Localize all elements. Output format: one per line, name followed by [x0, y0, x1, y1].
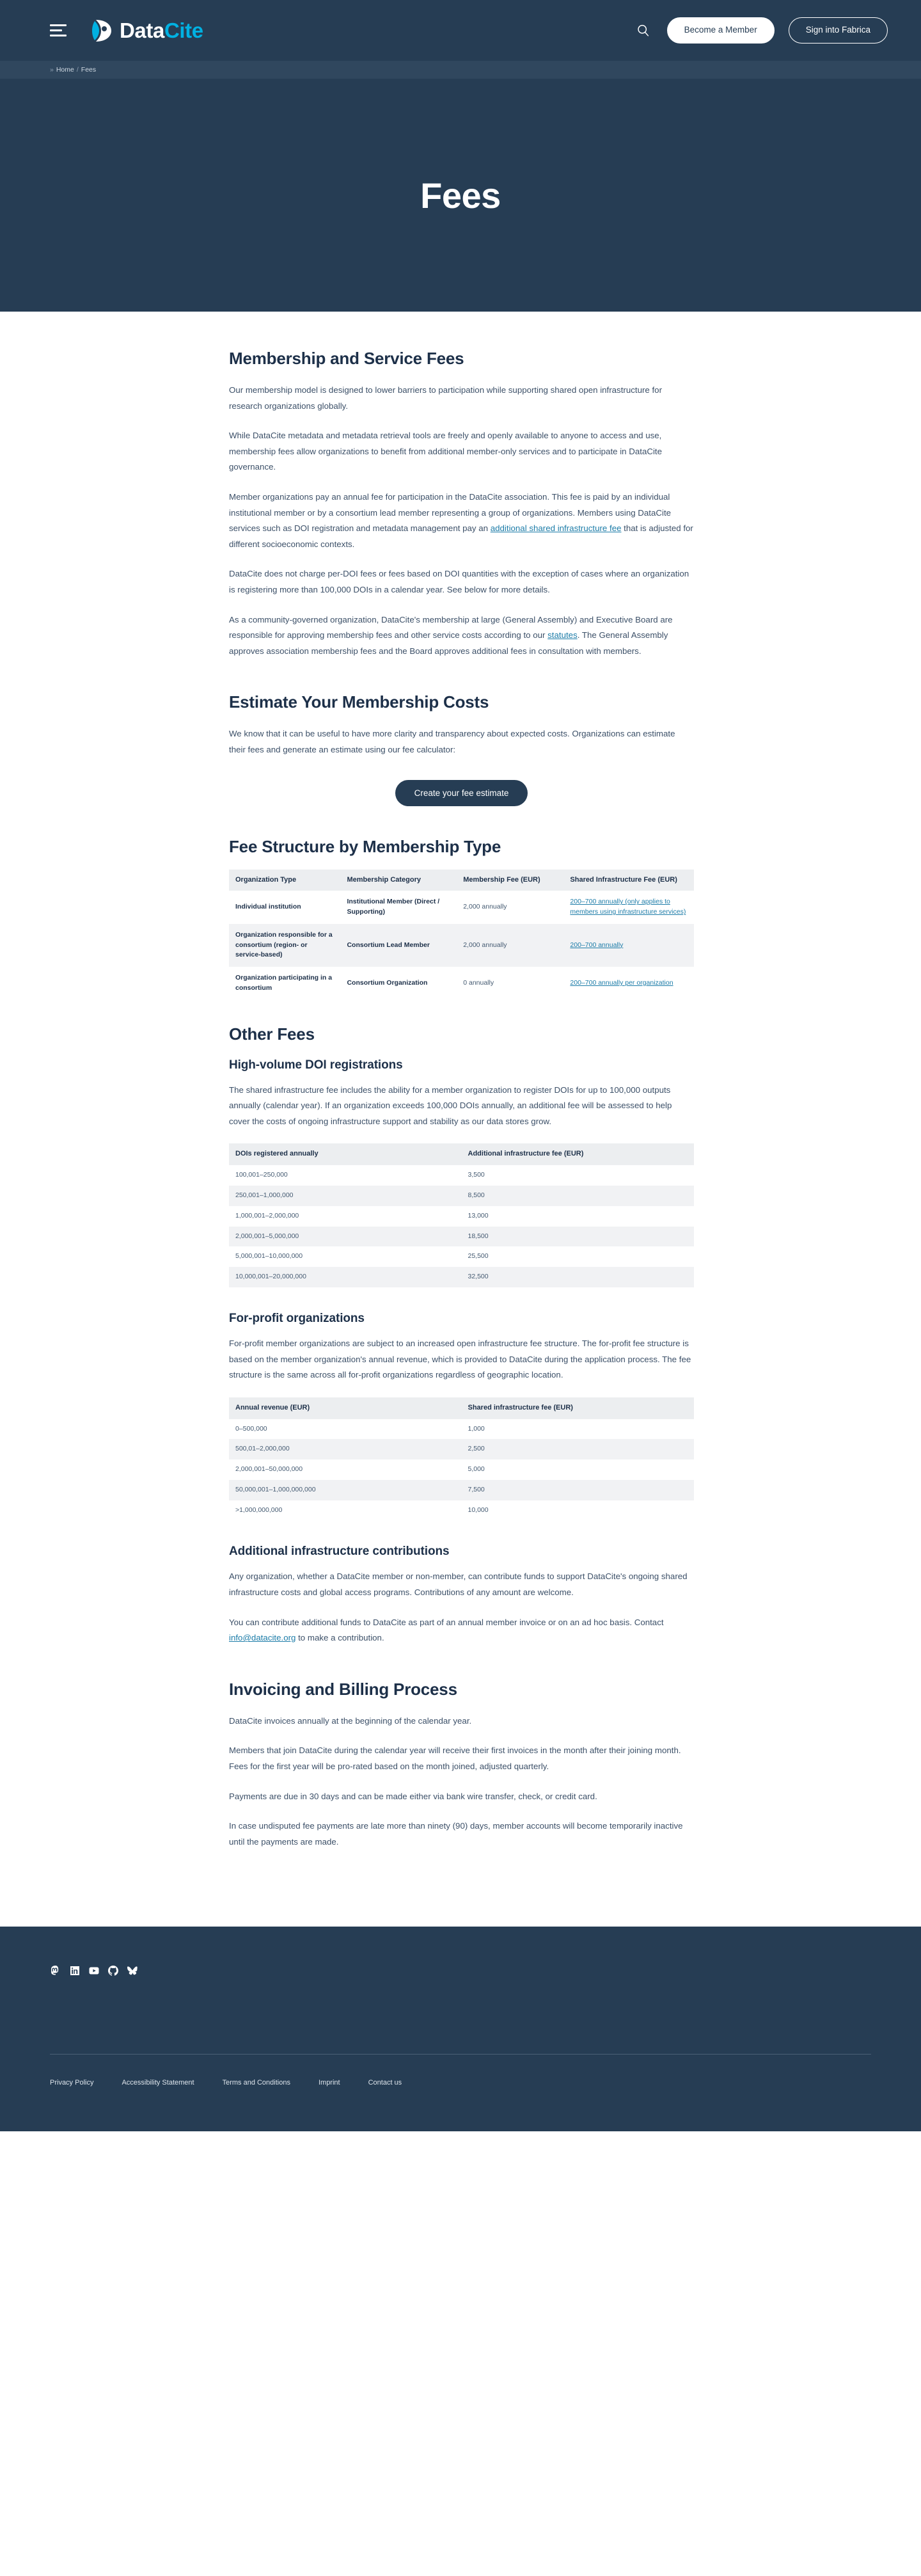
invoicing-paragraph-1: DataCite invoices annually at the beginning of the calendar year.: [229, 1715, 472, 1726]
footer-divider: [50, 2054, 871, 2055]
high-volume-doi-table: [229, 1143, 694, 1287]
membership-paragraph-3-part-b: that is adjusted for different socioeconomic contexts.: [229, 523, 693, 549]
cell-revenue-range: 50,000,001–1,000,000,000: [235, 1485, 316, 1493]
contributions-paragraph-2-part-a: You can contribute additional funds to DataCite as part of an annual member invoice or on an ad hoc basis. Contact: [229, 1617, 664, 1627]
breadcrumb-item-current: Fees: [81, 66, 97, 74]
cell-fee: 13,000: [468, 1211, 489, 1220]
cell-doi-range: 2,000,001–5,000,000: [235, 1232, 299, 1240]
for-profit-fee-table-body: [229, 1419, 694, 1521]
cell-fee: 5,000: [468, 1465, 485, 1474]
cell-fee: 8,500: [468, 1191, 485, 1200]
site-header: [0, 0, 921, 61]
membership-fee-table-head: [229, 870, 694, 891]
invoicing-paragraph-4: In case undisputed fee payments are late more than ninety (90) days, member accounts will become temporarily inactive until the payments are made.: [229, 1821, 683, 1847]
for-profit-organizations-heading: For-profit organizations: [229, 1311, 365, 1325]
footer-legal-links: [50, 2079, 871, 2087]
linkedin-icon[interactable]: [69, 1965, 80, 1976]
shared-infrastructure-fee-link[interactable]: 200–700 annually (only applies to members using infrastructure services): [570, 898, 686, 916]
cell-doi-range: 100,001–250,000: [235, 1171, 288, 1179]
section-fee-structure-by-membership-type: [229, 837, 694, 1000]
column-header-organization-type: Organization Type: [229, 870, 340, 891]
spacer: [229, 659, 694, 692]
cell-doi-range: 5,000,001–10,000,000: [235, 1252, 303, 1260]
brand-wordmark: [120, 20, 203, 41]
membership-paragraph-5-part-a: As a community-governed organization, DataCite's membership at large (General Assembly) and Executive Board are responsible for approving membership fees and other service costs according to our: [229, 614, 673, 640]
table-row: [229, 1500, 694, 1521]
table-row: [229, 1227, 694, 1247]
column-header-shared-infrastructure-fee: Shared Infrastructure Fee (EUR): [563, 870, 694, 891]
cell-revenue-range: 500,01–2,000,000: [235, 1445, 290, 1453]
estimate-paragraph-1: We know that it can be useful to have more clarity and transparency about expected costs. Organizations can estimate their fees and generate an estimate using our fee calculator:: [229, 729, 675, 754]
table-row: [229, 967, 694, 1000]
cell-organization-type: Organization participating in a consortium: [235, 974, 333, 992]
contributions-paragraph-2-part-b: to make a contribution.: [295, 1633, 384, 1643]
membership-paragraph-4: DataCite does not charge per-DOI fees or fees based on DOI quantities with the exception of cases where an organization is registering more than 100,000 DOIs in a calendar year. See below for more details.: [229, 569, 689, 594]
estimate-section-heading: Estimate Your Membership Costs: [229, 692, 489, 712]
membership-fee-table-body: [229, 891, 694, 999]
cell-shared-infrastructure-fee: [563, 924, 694, 967]
column-header-shared-infrastructure-fee: Shared infrastructure fee (EUR): [462, 1397, 695, 1419]
brand-data-text: Data: [120, 19, 164, 42]
cell-revenue-range: 0–500,000: [235, 1424, 267, 1433]
table-row: [229, 1165, 694, 1186]
for-profit-organizations-paragraph: For-profit member organizations are subject to an increased open infrastructure fee structure. The for-profit fee structure is based on the member organization's annual revenue, which is provided to DataCite during the application process. The fee structure is the same across all for-profit organizations regardless of geographic location.: [229, 1338, 691, 1380]
high-volume-doi-heading: High-volume DOI registrations: [229, 1058, 403, 1072]
table-row: [229, 891, 694, 924]
footer-link-privacy-policy[interactable]: Privacy Policy: [50, 2079, 94, 2087]
membership-paragraph-5: [229, 612, 694, 660]
hamburger-menu-icon[interactable]: [50, 24, 67, 36]
membership-section-heading: Membership and Service Fees: [229, 349, 464, 368]
spacer: [229, 1287, 694, 1312]
spacer: [229, 1000, 694, 1024]
page-title: Fees: [420, 175, 501, 216]
column-header-dois-registered-annually: DOIs registered annually: [229, 1143, 462, 1165]
cell-fee: 18,500: [468, 1232, 489, 1240]
bluesky-icon[interactable]: [127, 1965, 138, 1976]
fee-structure-heading: Fee Structure by Membership Type: [229, 836, 501, 856]
column-header-additional-infrastructure-fee: Additional infrastructure fee (EUR): [462, 1143, 695, 1165]
high-volume-doi-table-body: [229, 1165, 694, 1287]
table-row: [229, 924, 694, 967]
membership-paragraph-3: [229, 489, 694, 552]
breadcrumb-slash: /: [76, 66, 79, 74]
mastodon-icon[interactable]: [50, 1965, 61, 1976]
cell-membership-category: Consortium Organization: [347, 979, 428, 987]
youtube-icon[interactable]: [88, 1965, 99, 1976]
table-row: [229, 1186, 694, 1206]
search-icon[interactable]: [634, 21, 653, 40]
membership-paragraph-3-part-a: Member organizations pay an annual fee for participation in the DataCite association. This fee is paid by an individual institutional member or by a consortium lead member representing a group of organizations. Members using DataCite services such as DOI registration and metadata management pay an: [229, 491, 672, 534]
cell-membership-category: Consortium Lead Member: [347, 941, 430, 949]
hamburger-bar: [50, 35, 67, 36]
other-fees-heading: Other Fees: [229, 1024, 315, 1044]
cell-doi-range: 250,001–1,000,000: [235, 1191, 294, 1200]
cell-shared-infrastructure-fee: [563, 891, 694, 924]
spacer: [229, 813, 694, 837]
table-header-row: [229, 1143, 694, 1165]
table-row: [229, 1459, 694, 1480]
hamburger-bar: [50, 29, 62, 31]
footer-link-terms-and-conditions[interactable]: Terms and Conditions: [222, 2079, 290, 2087]
table-row: [229, 1206, 694, 1227]
datacite-logo[interactable]: [92, 18, 203, 44]
for-profit-fee-table-head: [229, 1397, 694, 1419]
hamburger-bar: [50, 24, 67, 26]
cell-fee: 7,500: [468, 1485, 485, 1493]
breadcrumb-separator-icon: »: [50, 66, 54, 74]
cell-membership-fee: 2,000 annually: [463, 941, 507, 949]
sign-into-fabrica-button[interactable]: Sign into Fabrica: [789, 17, 888, 44]
site-footer: [0, 1927, 921, 2131]
table-row: [229, 1480, 694, 1500]
contributions-paragraph-2: [229, 1615, 694, 1646]
footer-link-accessibility-statement[interactable]: Accessibility Statement: [122, 2079, 194, 2087]
cell-organization-type: Individual institution: [235, 903, 301, 911]
cell-revenue-range: >1,000,000,000: [235, 1506, 283, 1514]
content-container: [227, 349, 694, 1850]
table-row: [229, 1267, 694, 1287]
invoicing-paragraph-3: Payments are due in 30 days and can be made either via bank wire transfer, check, or credit card.: [229, 1791, 597, 1801]
high-volume-doi-table-head: [229, 1143, 694, 1165]
brand-cite-text: Cite: [164, 19, 203, 42]
table-header-row: [229, 870, 694, 891]
cell-shared-infrastructure-fee: [563, 967, 694, 1000]
section-estimate-membership-costs: [229, 692, 694, 806]
shared-infrastructure-fee-link[interactable]: 200–700 annually per organization: [570, 979, 673, 987]
cell-doi-range: 1,000,001–2,000,000: [235, 1211, 299, 1220]
membership-paragraph-5-part-b: . The General Assembly approves association membership fees and the Board approves additional fees in consultation with members.: [229, 630, 668, 656]
section-other-fees: [229, 1024, 694, 1646]
high-volume-doi-paragraph: The shared infrastructure fee includes the ability for a member organization to register DOIs for up to 100,000 outputs annually (calendar year). If an organization exceeds 100,000 DOIs annually, an additional fee will be assessed to help cover the costs of ongoing infrastructure support and stability as our data stores grow.: [229, 1085, 672, 1126]
breadcrumb: [0, 61, 921, 79]
footer-link-imprint[interactable]: Imprint: [318, 2079, 340, 2087]
footer-link-contact-us[interactable]: Contact us: [368, 2079, 402, 2087]
invoicing-section-heading: Invoicing and Billing Process: [229, 1679, 457, 1699]
cell-membership-category: Institutional Member (Direct / Supporting): [347, 898, 440, 916]
table-row: [229, 1246, 694, 1267]
cell-fee: 3,500: [468, 1171, 485, 1179]
additional-shared-infrastructure-fee-link[interactable]: additional shared infrastructure fee: [490, 523, 622, 534]
table-header-row: [229, 1397, 694, 1419]
spacer: [229, 1520, 694, 1545]
cell-fee: 25,500: [468, 1252, 489, 1260]
create-your-fee-estimate-button[interactable]: Create your fee estimate: [395, 780, 528, 806]
membership-paragraph-1: Our membership model is designed to lower barriers to participation while supporting shared open infrastructure for research organizations globally.: [229, 385, 662, 411]
become-a-member-button[interactable]: Become a Member: [667, 17, 775, 44]
cell-membership-fee: 0 annually: [463, 979, 494, 987]
cell-doi-range: 10,000,001–20,000,000: [235, 1273, 306, 1281]
contact-email-link[interactable]: info@datacite.org: [229, 1633, 296, 1643]
statutes-link[interactable]: statutes: [547, 630, 578, 640]
cell-fee: 10,000: [468, 1506, 489, 1514]
membership-paragraph-2: While DataCite metadata and metadata retrieval tools are freely and openly available to anyone to access and use, membership fees allow organizations to benefit from additional member-only services and to participate in DataCite governance.: [229, 431, 662, 472]
datacite-mark-icon: [92, 18, 114, 44]
social-links: [50, 1965, 871, 1976]
additional-infrastructure-contributions-heading: Additional infrastructure contributions: [229, 1545, 450, 1559]
cta-row: [229, 780, 694, 806]
cell-membership-fee: 2,000 annually: [463, 903, 507, 911]
membership-fee-table: [229, 870, 694, 1000]
spacer: [229, 1646, 694, 1680]
table-row: [229, 1439, 694, 1459]
cell-revenue-range: 2,000,001–50,000,000: [235, 1465, 303, 1474]
cell-fee: 2,500: [468, 1445, 485, 1453]
main-content: [0, 312, 921, 1927]
cell-organization-type: Organization responsible for a consortium (region- or service-based): [235, 930, 333, 959]
breadcrumb-item-home[interactable]: Home: [56, 66, 74, 74]
section-invoicing-and-billing-process: [229, 1680, 694, 1850]
contributions-paragraph-1: Any organization, whether a DataCite member or non-member, can contribute funds to support DataCite's ongoing shared infrastructure costs and global access programs. Contributions of any amount are welcome.: [229, 1571, 688, 1597]
cell-fee: 1,000: [468, 1424, 485, 1433]
column-header-membership-category: Membership Category: [340, 870, 457, 891]
cell-fee: 32,500: [468, 1273, 489, 1281]
for-profit-fee-table: [229, 1397, 694, 1521]
header-actions: [634, 17, 888, 44]
invoicing-paragraph-2: Members that join DataCite during the calendar year will receive their first invoices in the month after their joining month. Fees for the first year will be pro-rated based on the month joined, adjusted quarterly.: [229, 1745, 681, 1771]
column-header-membership-fee: Membership Fee (EUR): [457, 870, 563, 891]
shared-infrastructure-fee-link[interactable]: 200–700 annually: [570, 941, 624, 949]
column-header-annual-revenue: Annual revenue (EUR): [229, 1397, 462, 1419]
section-membership-and-service-fees: [229, 349, 694, 659]
table-row: [229, 1419, 694, 1440]
hero-banner: [0, 79, 921, 312]
github-icon[interactable]: [107, 1965, 118, 1976]
